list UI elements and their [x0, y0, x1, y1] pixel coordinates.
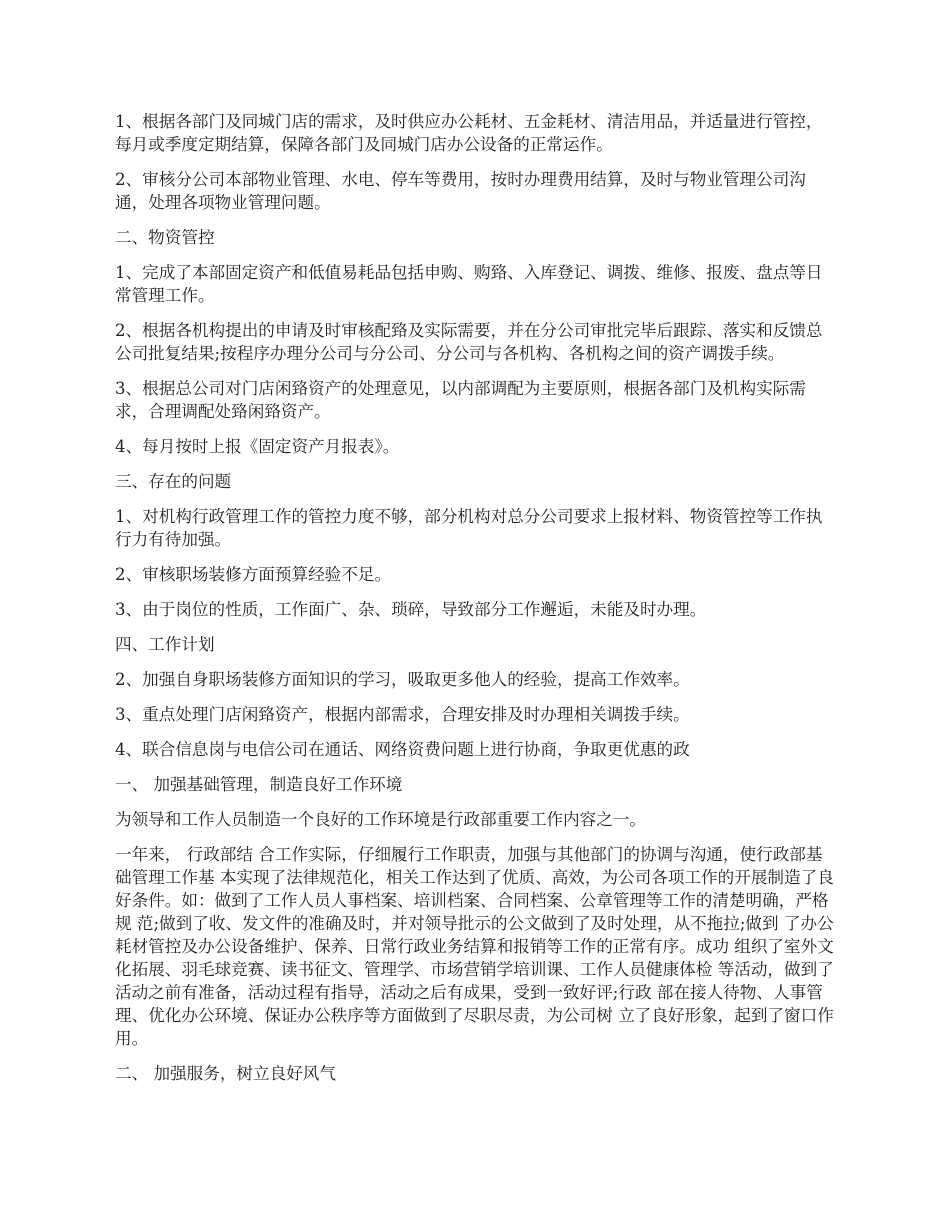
paragraph-property-fees: 2、审核分公司本部物业管理、水电、停车等费用，按时办理费用结算，及时与物业管理公司沟通，处理各项物业管理问题。 [115, 170, 806, 212]
section-heading-materials: 二、物资管控 [115, 228, 215, 247]
paragraph-monthly-report: 4、每月按时上报《固定资产月报表》。 [115, 437, 400, 456]
paragraph-problem-delay: 3、由于岗位的性质，工作面广、杂、琐碎，导致部分工作邂逅，未能及时办理。 [115, 600, 707, 619]
paragraph-year-review: 一年来， 行政部结 合工作实际，仔细履行工作职责，加强与其他部门的协调与沟通，使行政部基础管理工作基 本实现了法律规范化，相关工作达到了优质、高效，为公司各项工作的开展制造了良好条件。如：做到了工作人员人事档案、培训档案、合同档案、公章管理等工作的清楚明确，严格规 范;做到了收、发文件的准确及时，并对领导批示的公文做到了及时处理，从不拖拉;做到 了办公耗材管控及办公设备维护、保养、日常行政业务结算和报销等工作的正常有序。成功 组织了室外文化拓展、羽毛球竞赛、读书征文、管理学、市场营销学培训课、工作人员健康体检 等活动，做到了活动之前有准备，活动过程有指导，活动之后有成果，受到一致好评;行政 部在接人待物、人事管理、优化办公环境、保证办公秩序等方面做到了尽职尽责，为公司树 立了良好形象，起到了窗口作用。 [115, 845, 834, 1048]
section-heading-basic-management: 一、 加强基础管理，制造良好工作环境 [115, 775, 403, 794]
paragraph-problem-budget: 2、审核职场装修方面预算经验不足。 [115, 565, 392, 584]
section-heading-service: 二、 加强服务，树立良好风气 [115, 1064, 336, 1083]
paragraph-allocation: 2、根据各机构提出的申请及时审核配臵及实际需要，并在分公司审批完毕后跟踪、落实和反馈总公司批复结果;按程序办理分公司与分公司、分公司与各机构、各机构之间的资产调拨手续。 [115, 321, 823, 363]
paragraph-idle-assets: 3、根据总公司对门店闲臵资产的处理意见，以内部调配为主要原则，根据各部门及机构实际需求，合理调配处臵闲臵资产。 [115, 379, 806, 421]
paragraph-fixed-assets: 1、完成了本部固定资产和低值易耗品包括申购、购臵、入库登记、调拨、维修、报废、盘点等日常管理工作。 [115, 263, 823, 305]
paragraph-supplies: 1、根据各部门及同城门店的需求，及时供应办公耗材、五金耗材、清洁用品，并适量进行管控，每月或季度定期结算，保障各部门及同城门店办公设备的正常运作。 [115, 112, 823, 154]
paragraph-problem-control: 1、对机构行政管理工作的管控力度不够，部分机构对总分公司要求上报材料、物资管控等工作执行力有待加强。 [115, 507, 823, 549]
paragraph-work-environment: 为领导和工作人员制造一个良好的工作环境是行政部重要工作内容之一。 [115, 810, 646, 829]
paragraph-plan-telecom: 4、联合信息岗与电信公司在通话、网络资费问题上进行协商，争取更优惠的政 [115, 740, 690, 759]
paragraph-plan-idle-assets: 3、重点处理门店闲臵资产，根据内部需求，合理安排及时办理相关调拨手续。 [115, 705, 690, 724]
paragraph-plan-learning: 2、加强自身职场装修方面知识的学习，吸取更多他人的经验，提高工作效率。 [115, 670, 690, 689]
section-heading-plan: 四、工作计划 [115, 635, 215, 654]
section-heading-problems: 三、存在的问题 [115, 472, 232, 491]
